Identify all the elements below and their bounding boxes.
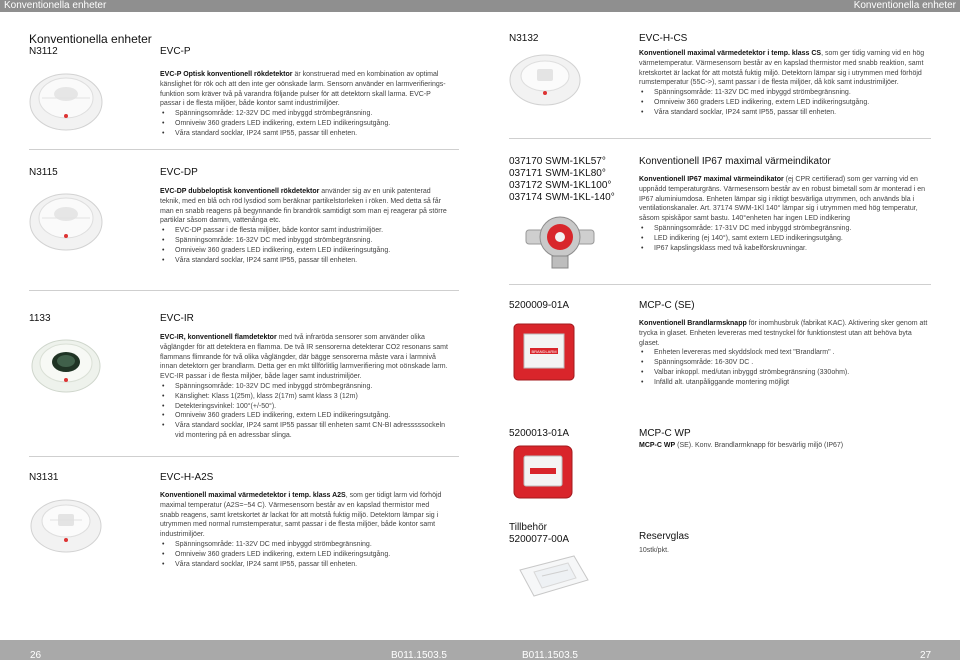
product-desc-n3112 xyxy=(160,70,450,139)
header-bar xyxy=(0,0,960,12)
product-code-swm: 037171 SWM-1KL80° xyxy=(509,168,606,179)
doc-number-left: B011.1503.5 xyxy=(391,650,447,661)
product-title-accessory: Reservglas xyxy=(639,531,690,542)
call-point-image-mcp-cwp xyxy=(512,442,576,500)
divider xyxy=(509,138,931,139)
product-title-n3115: EVC-DP xyxy=(160,167,198,178)
bullet-item: • Våra standard socklar, IP24 samt IP55, passar till enheten. xyxy=(639,108,931,118)
bullet-item: • Detekteringsvinkel: 100°(+/-50°). xyxy=(160,402,450,412)
page-number-left: 26 xyxy=(30,650,42,661)
header-right-text: Konventionella enheter xyxy=(853,0,956,11)
bullet-item: • Våra standard socklar, IP24 samt IP55, passar till enheten. xyxy=(160,256,450,266)
product-codes-swm xyxy=(509,156,615,204)
desc-bold: Konventionell maximal värmedetektor i temp. klass A2S xyxy=(160,492,346,499)
bullet-item: • Spänningsområde: 16-32V DC med inbyggd strömbegränsning. xyxy=(160,236,450,246)
heat-indicator-image-swm xyxy=(520,206,600,270)
desc-text: (ej CPR certifierad) som ger varning vid en uppnådd temperaturgräns. Värmesensorn består av en robust bimetall som är monterad i en IP67 aluminiumdosa. Enheten lämpar sig i riktigt besvärliga utrymmen, och används bla i ventilationskanaler. Art. 37174 SWM-1Kl 140° lämpar sig i utrymmen med hög temperatur, såsom spiskåpor samt bastu. 140°enheten har ingen LED indikering xyxy=(639,176,925,223)
product-code-n3115: N3115 xyxy=(29,167,58,178)
bullet-item: • Våra standard socklar, IP24 samt IP55 passar till enheten samt CN-BI adresssssockeln vid montering på en adressbar slinga. xyxy=(160,421,450,441)
bullet-item: • Spänningsområde: 11-32V DC med inbyggd strömbegränsning. xyxy=(160,540,450,550)
page-number-right: 27 xyxy=(920,650,932,661)
footer-bar xyxy=(0,640,960,660)
desc-bold: Konventionell maximal värmedetektor i temp. klass CS xyxy=(639,50,822,57)
product-title-n3131: EVC-H-A2S xyxy=(160,472,214,483)
bullet-item: • Omniveiw 360 graders LED indikering, extern LED indikeringsutgång. xyxy=(160,119,450,129)
desc-bold: Konventionell Brandlarmsknapp xyxy=(639,320,747,327)
product-code-n3131: N3131 xyxy=(29,472,59,483)
call-point-image-mcp-c xyxy=(512,322,578,384)
desc-bold: MCP-C WP xyxy=(639,442,676,449)
product-title-1133: EVC-IR xyxy=(160,313,194,324)
product-title-n3132: EVC-H-CS xyxy=(639,33,688,44)
product-desc-n3132 xyxy=(639,49,931,118)
bullet-item: • Omniveiw 360 graders LED indikering, extern LED indikeringsutgång. xyxy=(639,98,931,108)
product-code-n3112: N3112 xyxy=(29,46,58,57)
product-desc-mcp-cwp xyxy=(639,441,929,451)
bullet-item: • Spänningsområde: 10-32V DC med inbyggd strömbegränsning. xyxy=(160,382,450,392)
accessory-heading: Tillbehör xyxy=(509,522,547,533)
divider xyxy=(29,290,459,291)
product-code-swm: 037174 SWM-1KL-140° xyxy=(509,192,615,203)
product-desc-accessory: 10stk/pkt. xyxy=(639,547,669,554)
bullet-item: • Spänningsområde: 17-31V DC med inbyggd strömbegränsning. xyxy=(639,224,931,234)
divider xyxy=(29,456,459,457)
product-desc-mcp-c xyxy=(639,319,929,388)
desc-bold: EVC-IR, konventionell flamdetektor xyxy=(160,334,277,341)
smoke-detector-image-n3115 xyxy=(28,184,104,254)
product-title-mcp-cwp: MCP-C WP xyxy=(639,428,691,439)
product-code-swm: 037172 SWM-1KL100° xyxy=(509,180,612,191)
bullet-item: • LED indikering (ej 140°), samt extern LED indikeringsutgång. xyxy=(639,234,931,244)
heat-detector-image-n3131 xyxy=(28,490,104,556)
bullet-item: • Spänningsområde: 11-32V DC med inbyggd strömbegränsning. xyxy=(639,88,931,98)
product-code-mcp-c: 5200009-01A xyxy=(509,300,570,311)
product-code-mcp-cwp: 5200013-01A xyxy=(509,428,570,439)
bullet-item: • IP67 kapslingsklass med två kabelförskruvningar. xyxy=(639,244,931,254)
desc-text: , som ger tidigt larm vid förhöjd maximal temperatur (A2S=~54 C). Värmesensorn består av en kapslad thermistor med snabb reagens, samt kretskortet är lackat för att motstå fuktig miljö. Detektorn lämpar sig i utrymmen med normal rumstemperatur, samt passar i de flesta miljöer, både kontor samt industrimiljöer. xyxy=(160,492,442,539)
bullet-item: • Omniveiw 360 graders LED indikering, extern LED indikeringsutgång. xyxy=(160,550,450,560)
desc-bold: Konventionell IP67 maximal värmeindikator xyxy=(639,176,784,183)
bullet-item: • EVC-DP passar i de flesta miljöer, både kontor samt industrimiljöer. xyxy=(160,226,450,236)
doc-number-right: B011.1503.5 xyxy=(522,650,578,661)
product-code-swm: 037170 SWM-1KL57° xyxy=(509,156,606,167)
bullet-item: • Omniveiw 360 graders LED indikering, extern LED indikeringsutgång. xyxy=(160,246,450,256)
bullet-item: • Enheten levereras med skyddslock med text "Brandlarm" . xyxy=(639,348,929,358)
header-left-text: Konventionella enheter xyxy=(4,0,107,11)
bullet-item: • Spänningsområde: 12-32V DC med inbyggd strömbegränsning. xyxy=(160,109,450,119)
bullet-item: • Känslighet: Klass 1(25m), klass 2(17m) samt klass 3 (12m) xyxy=(160,392,450,402)
section-title: Konventionella enheter xyxy=(29,32,152,46)
product-desc-n3131 xyxy=(160,491,450,569)
divider xyxy=(509,284,931,285)
desc-bold: EVC-P Optisk konventionell rökdetektor xyxy=(160,71,293,78)
product-code-accessory: 5200077-00A xyxy=(509,534,570,545)
product-code-1133: 1133 xyxy=(29,313,51,324)
smoke-detector-image-n3112 xyxy=(28,64,104,134)
product-desc-n3115 xyxy=(160,187,450,265)
product-title-swm: Konventionell IP67 maximal värmeindikator xyxy=(639,156,831,167)
product-code-n3132: N3132 xyxy=(509,33,539,44)
bullet-item: • Infälld alt. utanpåliggande montering möjligt xyxy=(639,378,929,388)
desc-text: med två infraröda sensorer som använder olika våglängder för att detektera en flamma. De två IR sensorerna detekterar CO2 resonans samt flammans flimrande för två olika våglängder, där bägge sensorerna måste vara i larmnivå innan detektorn ger brandlarm. Detta ger en mkt tillförlitlig larmverifiering mot oönskade larm. EVC-IR passar i de flesta miljöer, både lager samt industrimiljöer. xyxy=(160,334,448,381)
product-desc-1133 xyxy=(160,333,450,441)
desc-text: (SE). Konv. Brandlarmknapp för besvärlig miljö (IP67) xyxy=(675,442,844,449)
call-point-label: BRANDLARM xyxy=(531,349,557,354)
desc-text: använder sig av en unik patenterad teknik, med en blå och röd lysdiod som beräknar partikelstorleken i röken. Med detta så får man en snabb reagens på begynnande fin brandrök samtidigt som man ej reagerar på större partiklar såsom damm, vattenånga etc. xyxy=(160,188,447,225)
flame-detector-image xyxy=(28,330,104,396)
bullet-item: • Spänningsområde: 16-30V DC . xyxy=(639,358,929,368)
bullet-item: • Omniveiw 360 graders LED indikering, extern LED indikeringsutgång. xyxy=(160,411,450,421)
product-title-mcp-c: MCP-C (SE) xyxy=(639,300,695,311)
desc-bold: EVC-DP dubbeloptisk konventionell rökdetektor xyxy=(160,188,320,195)
spare-glass-image xyxy=(512,550,592,602)
bullet-item: • Valbar inkoppl. med/utan inbyggd strömbegränsning (330ohm). xyxy=(639,368,929,378)
desc-text: är konstruerad med en kombination av optimal känslighet för rök och att den inte ger oönskade larm. Sensorn använder en larmverifierings-funktion som kräver två på varandra följande pulser för att detektorn skall larma. EVC-P passar i de flesta miljöer, både kontor samt industrimiljöer. xyxy=(160,71,446,108)
divider xyxy=(29,149,459,150)
desc-text: , som ger tidig varning vid en hög värmetemperatur. Värmesensorn består av en kapslad thermistor med snabb reaktion, samt kretskortet är lackat för att motstå fuktig miljö. Detektorn lämpar sig i utrymmen med förhöjd rumstemperatur (55C->), samt passar i de flesta miljöer, då kök samt industrimiljöer. xyxy=(639,50,925,87)
product-desc-swm xyxy=(639,175,931,253)
product-title-n3112: EVC-P xyxy=(160,46,191,57)
bullet-item: • Våra standard socklar, IP24 samt IP55, passar till enheten. xyxy=(160,129,450,139)
heat-detector-image-n3132 xyxy=(507,48,583,108)
desc-text: för inomhusbruk (fabrikat KAC). Aktivering sker genom att trycka in glaset. Enheten levereras med testnyckel för funktionstest utan att behöva byta glaset. xyxy=(639,320,928,347)
bullet-item: • Våra standard socklar, IP24 samt IP55, passar till enheten. xyxy=(160,560,450,570)
